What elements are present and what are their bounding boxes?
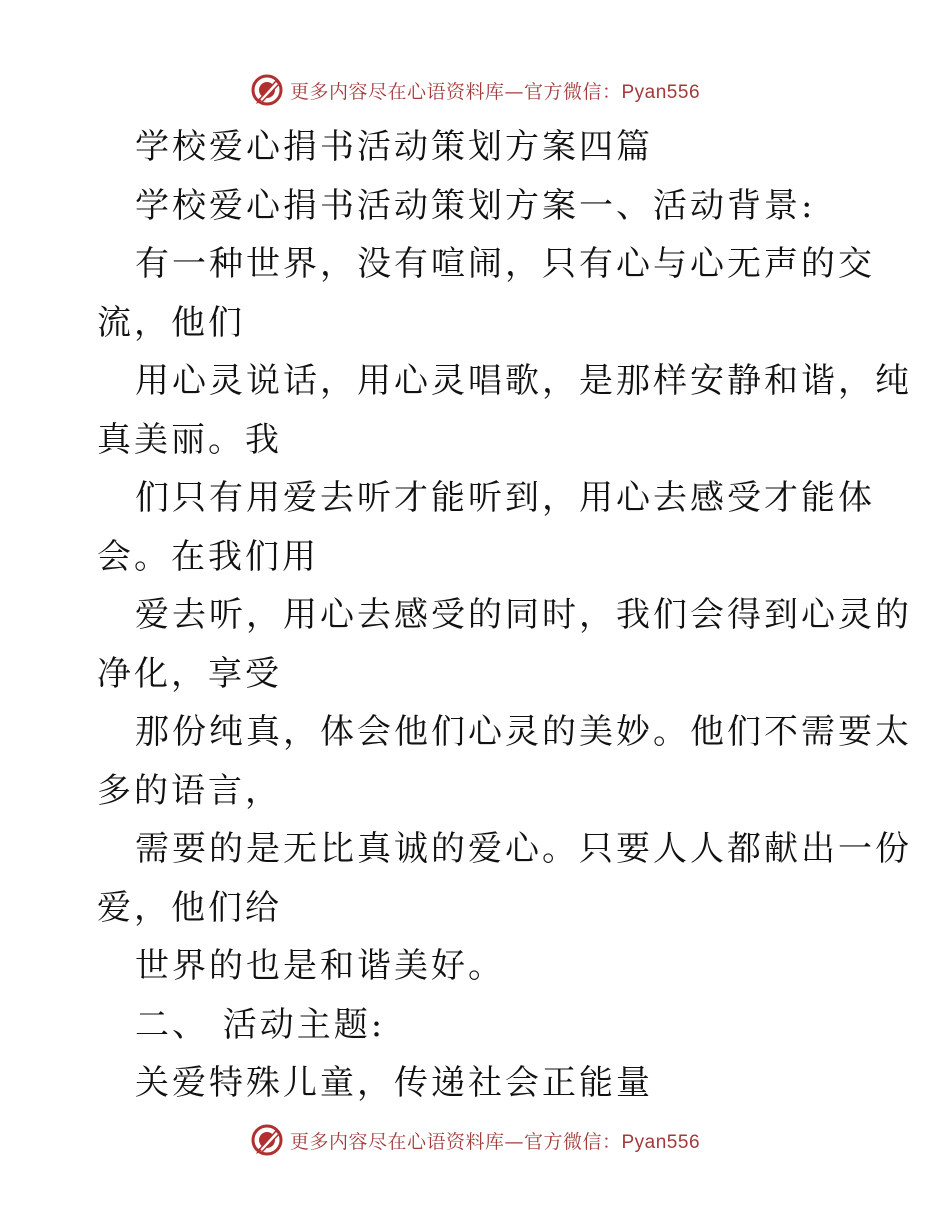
document-line: 二、 活动主题:: [135, 1004, 386, 1045]
document-line: 有一种世界，没有喧闹，只有心与心无声的交: [135, 244, 875, 284]
pen-logo-icon: [250, 1123, 284, 1157]
header-banner-text: 更多内容尽在心语资料库—官方微信：: [289, 80, 622, 103]
document-line: 学校爱心捐书活动策划方案一、活动背景:: [135, 185, 816, 226]
document-line: 净化，享受: [97, 653, 282, 694]
header-wechat-id: Pyan556: [621, 81, 701, 103]
document-line: 爱去听，用心去感受的同时，我们会得到心灵的: [135, 595, 912, 635]
document-line: 需要的是无比真诚的爱心。只要人人都献出一份: [135, 829, 912, 869]
document-line: 用心灵说话，用心灵唱歌，是那样安静和谐，纯: [135, 361, 912, 401]
document-line: 多的语言，: [97, 770, 282, 811]
document-line: 学校爱心捐书活动策划方案四篇: [135, 127, 653, 167]
header-banner: [0, 70, 950, 110]
document-line: 会。在我们用: [97, 536, 319, 577]
document-line: 那份纯真，体会他们心灵的美妙。他们不需要太: [135, 712, 912, 752]
document-line: 流，他们: [97, 302, 245, 343]
document-line: 真美丽。我: [97, 419, 282, 460]
footer-banner-text: 更多内容尽在心语资料库—官方微信：: [289, 1130, 622, 1153]
document-line: 关爱特殊儿童，传递社会正能量: [135, 1063, 653, 1103]
document-body: [97, 118, 912, 1113]
document-line: 世界的也是和谐美好。: [135, 946, 505, 986]
footer-wechat-id: Pyan556: [621, 1131, 701, 1153]
footer-banner: [0, 1120, 950, 1160]
pen-logo-icon: [250, 73, 284, 107]
document-line: 们只有用爱去听才能听到，用心去感受才能体: [135, 478, 875, 518]
document-line: 爱，他们给: [97, 887, 282, 928]
